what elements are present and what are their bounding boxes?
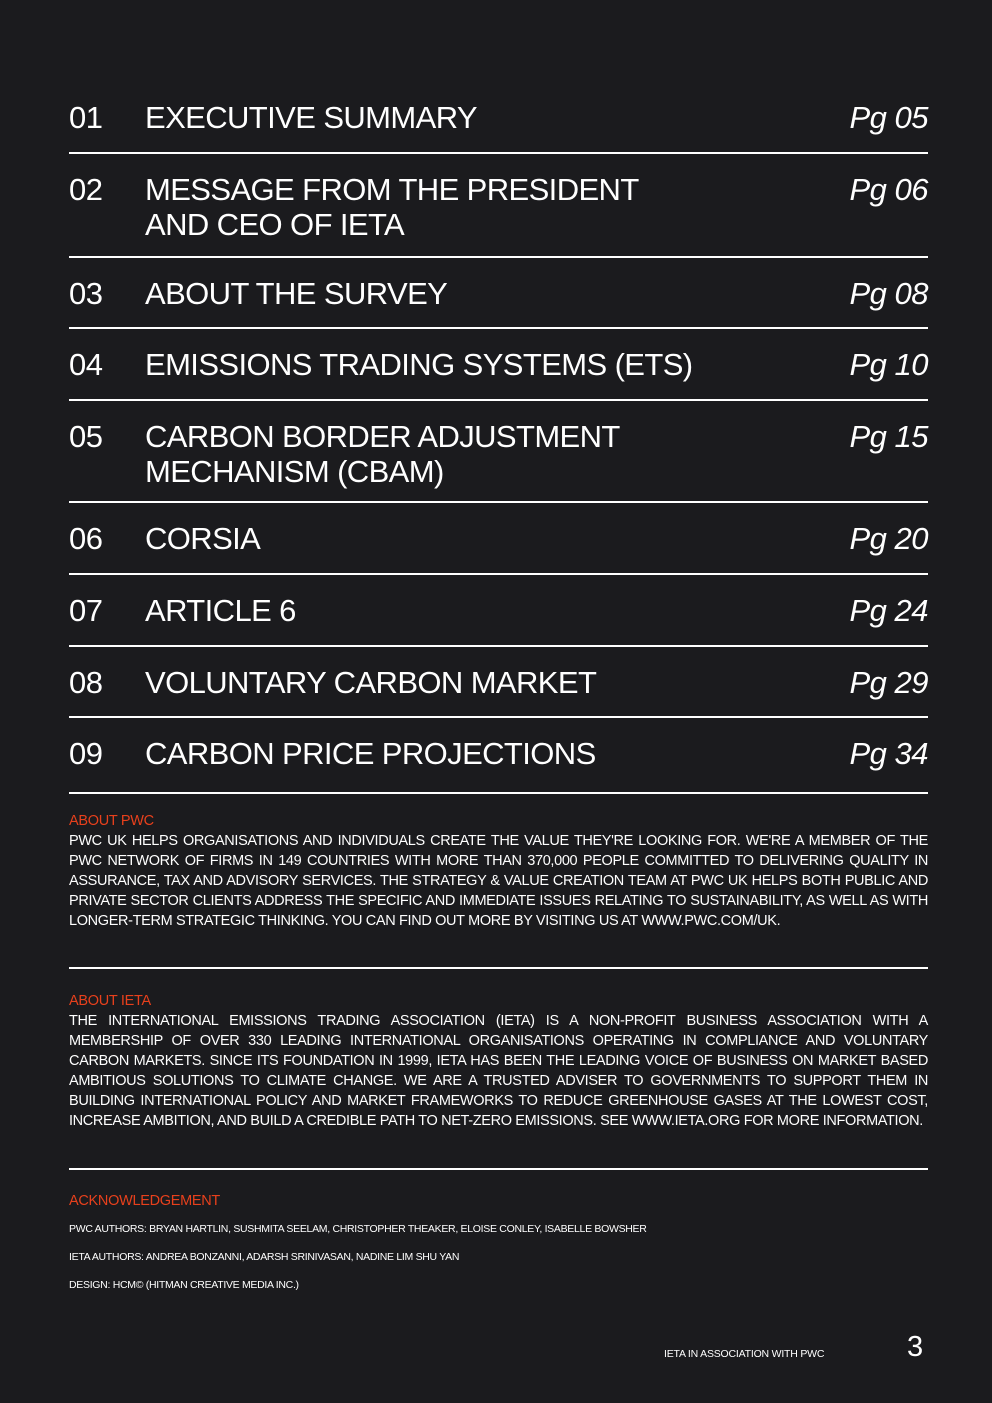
table-of-contents — [69, 82, 928, 794]
section-divider — [69, 967, 928, 969]
page-number: 3 — [907, 1331, 924, 1363]
about-pwc-heading: ABOUT PWC — [69, 813, 154, 829]
toc-page-ref: Pg 05 — [849, 100, 928, 135]
toc-row-voluntary-carbon-market[interactable] — [69, 647, 928, 718]
about-pwc-body: PWC UK HELPS ORGANISATIONS AND INDIVIDUALS CREATE THE VALUE THEY'RE LOOKING FOR. WE'RE A MEMBER OF THE PWC NETWORK OF FIRMS IN 149 COUNTRIES WITH MORE THAN 370,000 PEOPLE COMMITTED TO DELIVERING QUALITY IN ASSURANCE, TAX AND ADVISORY SERVICES. THE STRATEGY & VALUE CREATION TEAM AT PWC UK HELPS BOTH PUBLIC AND PRIVATE SECTOR CLIENTS ADDRESS THE SPECIFIC AND IMMEDIATE ISSUES RELATING TO SUSTAINABILITY, AS WELL AS WITH LONGER-TERM STRATEGIC THINKING. YOU CAN FIND OUT MORE BY VISITING US AT WWW.PWC.COM/UK. — [69, 833, 928, 929]
about-ieta-heading: ABOUT IETA — [69, 993, 151, 1009]
toc-row-cbam[interactable] — [69, 401, 928, 503]
toc-number: 09 — [69, 736, 103, 771]
toc-number: 07 — [69, 593, 103, 628]
toc-title: MESSAGE FROM THE PRESIDENT AND CEO OF IETA — [145, 172, 639, 242]
about-ieta-body: THE INTERNATIONAL EMISSIONS TRADING ASSOCIATION (IETA) IS A NON-PROFIT BUSINESS ASSOCIATION WITH A MEMBERSHIP OF OVER 330 LEADING INTERNATIONAL ORGANISATIONS OPERATING IN COMPLIANCE AND VOLUNTARY CARBON MARKETS. SINCE ITS FOUNDATION IN 1999, IETA HAS BEEN THE LEADING VOICE OF BUSINESS ON MARKET BASED AMBITIOUS SOLUTIONS TO CLIMATE CHANGE. WE ARE A TRUSTED ADVISER TO GOVERNMENTS TO SUPPORT THEM IN BUILDING INTERNATIONAL POLICY AND MARKET FRAMEWORKS TO REDUCE GREENHOUSE GASES AT THE LOWEST COST, INCREASE AMBITION, AND BUILD A CREDIBLE PATH TO NET-ZERO EMISSIONS. SEE WWW.IETA.ORG FOR MORE INFORMATION. — [69, 1013, 928, 1129]
ieta-authors-names: ANDREA BONZANNI, ADARSH SRINIVASAN, NADINE LIM SHU YAN — [145, 1251, 460, 1263]
pwc-authors-label: PWC AUTHORS: — [69, 1223, 147, 1235]
toc-page-ref: Pg 34 — [849, 736, 928, 771]
toc-row-about-survey[interactable] — [69, 258, 928, 329]
toc-title: EXECUTIVE SUMMARY — [145, 100, 478, 135]
toc-row-article-6[interactable] — [69, 575, 928, 647]
about-ieta-section — [69, 991, 928, 1131]
toc-number: 08 — [69, 665, 103, 700]
toc-row-carbon-price-projections[interactable] — [69, 718, 928, 794]
toc-number: 03 — [69, 276, 103, 311]
ieta-authors-line — [69, 1250, 459, 1264]
toc-row-corsia[interactable] — [69, 503, 928, 575]
toc-title: CARBON PRICE PROJECTIONS — [145, 736, 596, 771]
toc-page-ref: Pg 08 — [849, 276, 928, 311]
toc-title: CARBON BORDER ADJUSTMENT MECHANISM (CBAM) — [145, 419, 620, 489]
toc-title: CORSIA — [145, 521, 261, 556]
toc-number: 01 — [69, 100, 103, 135]
toc-title: EMISSIONS TRADING SYSTEMS (ETS) — [145, 347, 693, 382]
toc-number: 06 — [69, 521, 103, 556]
pwc-authors-line — [69, 1222, 647, 1236]
toc-title: ABOUT THE SURVEY — [145, 276, 448, 311]
toc-page-ref: Pg 29 — [849, 665, 928, 700]
acknowledgement-heading: ACKNOWLEDGEMENT — [69, 1193, 220, 1209]
toc-title: ARTICLE 6 — [145, 593, 296, 628]
toc-page-ref: Pg 06 — [849, 172, 928, 207]
toc-title: VOLUNTARY CARBON MARKET — [145, 665, 597, 700]
toc-row-executive-summary[interactable] — [69, 82, 928, 154]
toc-number: 04 — [69, 347, 103, 382]
section-divider — [69, 1168, 928, 1170]
footer-text: IETA IN ASSOCIATION WITH PWC — [664, 1348, 825, 1360]
toc-page-ref: Pg 20 — [849, 521, 928, 556]
toc-number: 05 — [69, 419, 103, 454]
pwc-authors-names: BRYAN HARTLIN, SUSHMITA SEELAM, CHRISTOPHER THEAKER, ELOISE CONLEY, ISABELLE BOWSHER — [149, 1223, 647, 1235]
toc-number: 02 — [69, 172, 103, 207]
acknowledgement-section — [69, 1191, 928, 1211]
toc-page-ref: Pg 10 — [849, 347, 928, 382]
toc-page-ref: Pg 24 — [849, 593, 928, 628]
design-credit: DESIGN: HCM© (HITMAN CREATIVE MEDIA INC.) — [69, 1279, 299, 1291]
ieta-authors-label: IETA AUTHORS: — [69, 1251, 144, 1263]
toc-row-president-message[interactable] — [69, 154, 928, 258]
toc-row-ets[interactable] — [69, 329, 928, 401]
toc-page-ref: Pg 15 — [849, 419, 928, 454]
about-pwc-section — [69, 811, 928, 931]
